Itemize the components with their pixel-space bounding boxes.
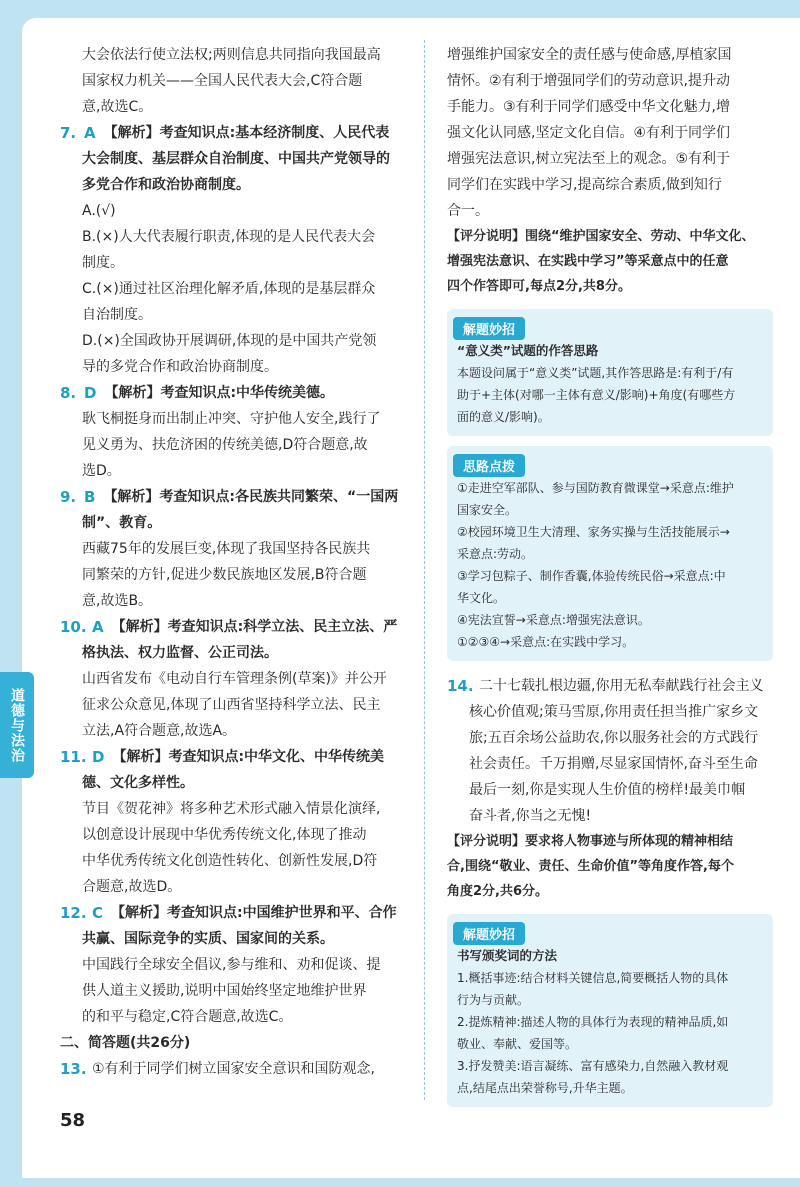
question-number: 7. <box>60 124 77 142</box>
tip-line: ①走进空军部队、参与国防教育微课堂→采意点:维护 <box>457 481 734 495</box>
text-line: 增强维护国家安全的责任感与使命感,厚植家国 <box>447 47 732 63</box>
note-line: 增强宪法意识、在实践中学习”等采意点中的任意 <box>447 254 729 269</box>
answer-letter: B <box>84 488 96 506</box>
question-number: 8. <box>60 384 77 402</box>
text-line: A.(√) <box>82 203 116 219</box>
analysis-head: 大会制度、基层群众自治制度、中国共产党领导的 <box>82 151 390 167</box>
text-line: 供人道主义援助,说明中国始终坚定地维护世界 <box>82 983 367 999</box>
text-line: 强文化认同感,坚定文化自信。④有利于同学们 <box>447 125 730 141</box>
note-line: 【评分说明】要求将人物事迹与所体现的精神相结 <box>447 834 734 849</box>
page-number: 58 <box>60 1110 86 1131</box>
question-number: 14. <box>447 677 474 695</box>
tip-line: 本题设问属于“意义类”试题,其作答思路是:有利于/有 <box>457 366 734 380</box>
question-number: 10. <box>60 618 87 636</box>
question-12 <box>60 900 400 1030</box>
tip-box-thinking <box>447 446 773 661</box>
text-line: C.(×)通过社区治理化解矛盾,体现的是基层群众 <box>82 281 376 297</box>
tip-line: 3.抒发赞美:语言凝练、富有感染力,自然融入教材观 <box>457 1059 729 1073</box>
question-14 <box>447 673 773 829</box>
text-line: 旅;五百余场公益助农,你以服务社会的方式践行 <box>469 730 759 746</box>
analysis-head: 格执法、权力监督、公正司法。 <box>82 645 278 661</box>
text-line: 见义勇为、扶危济困的传统美德,D符合题意,故 <box>82 437 368 453</box>
analysis-head: 【解析】考查知识点:中华传统美德。 <box>104 385 335 401</box>
text-line: 导的多党合作和政治协商制度。 <box>82 359 278 375</box>
text-line: 制度。 <box>82 255 124 271</box>
tip-line: 助于+主体(对哪一主体有意义/影响)+角度(有哪些方 <box>457 388 736 402</box>
tip-line: 面的意义/影响)。 <box>457 410 550 424</box>
tip-line: 敬业、奉献、爱国等。 <box>457 1037 578 1051</box>
intro-block <box>60 42 400 120</box>
section-heading: 二、简答题(共26分) <box>60 1035 191 1051</box>
tip-tag: 解题妙招 <box>453 922 525 945</box>
text-line: 的和平与稳定,C符合题意,故选C。 <box>82 1009 293 1025</box>
tip-title: “意义类”试题的作答思路 <box>457 343 599 358</box>
text-line: 意,故选B。 <box>82 593 153 609</box>
question-9 <box>60 484 400 614</box>
text-line: 同学们在实践中学习,提高综合素质,做到知行 <box>447 177 722 193</box>
text-line: D.(×)全国政协开展调研,体现的是中国共产党领 <box>82 333 377 349</box>
text-line: 国家权力机关——全国人民代表大会,C符合题 <box>82 73 363 89</box>
answer-letter: A <box>84 124 96 142</box>
question-13 <box>60 1056 400 1082</box>
analysis-head: 制”、教育。 <box>82 515 162 531</box>
text-line: 手能力。③有利于同学们感受中华文化魅力,增 <box>447 99 730 115</box>
note-line: 角度2分,共6分。 <box>447 884 549 899</box>
tip-line: ③学习包粽子、制作香囊,体验传统民俗→采意点:中 <box>457 569 726 583</box>
text-line: 社会责任。千万捐赠,尽显家国情怀,奋斗至生命 <box>469 756 758 772</box>
scoring-note-14 <box>447 829 773 904</box>
tip-title: 书写颁奖词的方法 <box>457 948 558 963</box>
text-line: 山西省发布《电动自行车管理条例(草案)》并公开 <box>82 671 387 687</box>
tip-line: 点,结尾点出荣誉称号,升华主题。 <box>457 1081 633 1095</box>
text-line: 二十七载扎根边疆,你用无私奉献践行社会主义 <box>479 678 764 694</box>
top-bar <box>0 0 800 18</box>
tip-box-answer-method <box>447 309 773 436</box>
text-line: 中国践行全球安全倡议,参与维和、劝和促谈、提 <box>82 957 381 973</box>
text-line: 合题意,故选D。 <box>82 879 182 895</box>
answer-letter: D <box>84 384 97 402</box>
text-line: 最后一刻,你是实现人生价值的榜样!最美巾帼 <box>469 782 746 798</box>
question-number: 13. <box>60 1060 87 1078</box>
right-column <box>447 42 773 1107</box>
analysis-head: 【解析】考查知识点:科学立法、民主立法、严 <box>111 619 398 635</box>
note-line: 四个作答即可,每点2分,共8分。 <box>447 279 631 294</box>
analysis-head: 【解析】考查知识点:各民族共同繁荣、“一国两 <box>103 489 399 505</box>
text-line: 自治制度。 <box>82 307 152 323</box>
question-number: 9. <box>60 488 77 506</box>
text-line: ①有利于同学们树立国家安全意识和国防观念, <box>92 1061 375 1077</box>
text-line: 中华优秀传统文化创造性转化、创新性发展,D符 <box>82 853 378 869</box>
question-7 <box>60 120 400 380</box>
text-line: 以创意设计展现中华优秀传统文化,体现了推动 <box>82 827 367 843</box>
text-line: 西藏75年的发展巨变,体现了我国坚持各民族共 <box>82 541 371 557</box>
text-line: 奋斗者,你当之无愧! <box>469 808 592 824</box>
text-line: 增强宪法意识,树立宪法至上的观念。⑤有利于 <box>447 151 730 167</box>
text-line: 合一。 <box>447 203 489 219</box>
text-line: 核心价值观;策马雪原,你用责任担当推广家乡文 <box>469 704 759 720</box>
scoring-note-13 <box>447 224 773 299</box>
question-13-continued <box>447 42 773 224</box>
tip-line: ④宪法宣誓→采意点:增强宪法意识。 <box>457 613 650 627</box>
left-column <box>60 42 400 1082</box>
tip-line: 2.提炼精神:描述人物的具体行为表现的精神品质,如 <box>457 1015 729 1029</box>
note-line: 【评分说明】围绕“维护国家安全、劳动、中华文化、 <box>447 229 755 244</box>
tip-line: 国家安全。 <box>457 503 518 517</box>
answer-letter: D <box>92 748 105 766</box>
tip-box-award-speech <box>447 914 773 1107</box>
question-10 <box>60 614 400 744</box>
tip-line: ②校园环境卫生大清理、家务实操与生活技能展示→ <box>457 525 730 539</box>
text-line: 节目《贺花神》将多种艺术形式融入情景化演绎, <box>82 801 381 817</box>
column-divider <box>424 40 425 1100</box>
answer-letter: A <box>92 618 104 636</box>
analysis-head: 德、文化多样性。 <box>82 775 194 791</box>
tip-line: 采意点:劳动。 <box>457 547 534 561</box>
tip-line: 华文化。 <box>457 591 506 605</box>
analysis-head: 【解析】考查知识点:中华文化、中华传统美 <box>112 749 385 765</box>
analysis-head: 共赢、国际竞争的实质、国家间的关系。 <box>82 931 334 947</box>
answer-letter: C <box>92 904 104 922</box>
tip-line: 行为与贡献。 <box>457 993 530 1007</box>
question-number: 12. <box>60 904 87 922</box>
text-line: 立法,A符合题意,故选A。 <box>82 723 237 739</box>
tip-line: 1.概括事迹:结合材料关键信息,简要概括人物的具体 <box>457 971 729 985</box>
question-number: 11. <box>60 748 87 766</box>
text-line: 耿飞桐挺身而出制止冲突、守护他人安全,践行了 <box>82 411 381 427</box>
question-11 <box>60 744 400 900</box>
text-line: 情怀。②有利于增强同学们的劳动意识,提升动 <box>447 73 730 89</box>
tip-tag: 解题妙招 <box>453 317 525 340</box>
text-line: B.(×)人大代表履行职责,体现的是人民代表大会 <box>82 229 376 245</box>
tip-line: ①②③④→采意点:在实践中学习。 <box>457 635 635 649</box>
text-line: 选D。 <box>82 463 121 479</box>
text-line: 意,故选C。 <box>82 99 153 115</box>
text-line: 征求公众意见,体现了山西省坚持科学立法、民主 <box>82 697 381 713</box>
text-line: 同繁荣的方针,促进少数民族地区发展,B符合题 <box>82 567 367 583</box>
subject-side-tab: 道德与法治 <box>0 672 34 778</box>
note-line: 合,围绕“敬业、责任、生命价值”等角度作答,每个 <box>447 859 734 874</box>
text-line: 大会依法行使立法权;两则信息共同指向我国最高 <box>82 47 381 63</box>
analysis-head: 【解析】考查知识点:中国维护世界和平、合作 <box>111 905 397 921</box>
tip-tag: 思路点拨 <box>453 454 525 477</box>
analysis-head: 多党合作和政治协商制度。 <box>82 177 250 193</box>
analysis-head: 【解析】考查知识点:基本经济制度、人民代表 <box>103 125 390 141</box>
question-8 <box>60 380 400 484</box>
